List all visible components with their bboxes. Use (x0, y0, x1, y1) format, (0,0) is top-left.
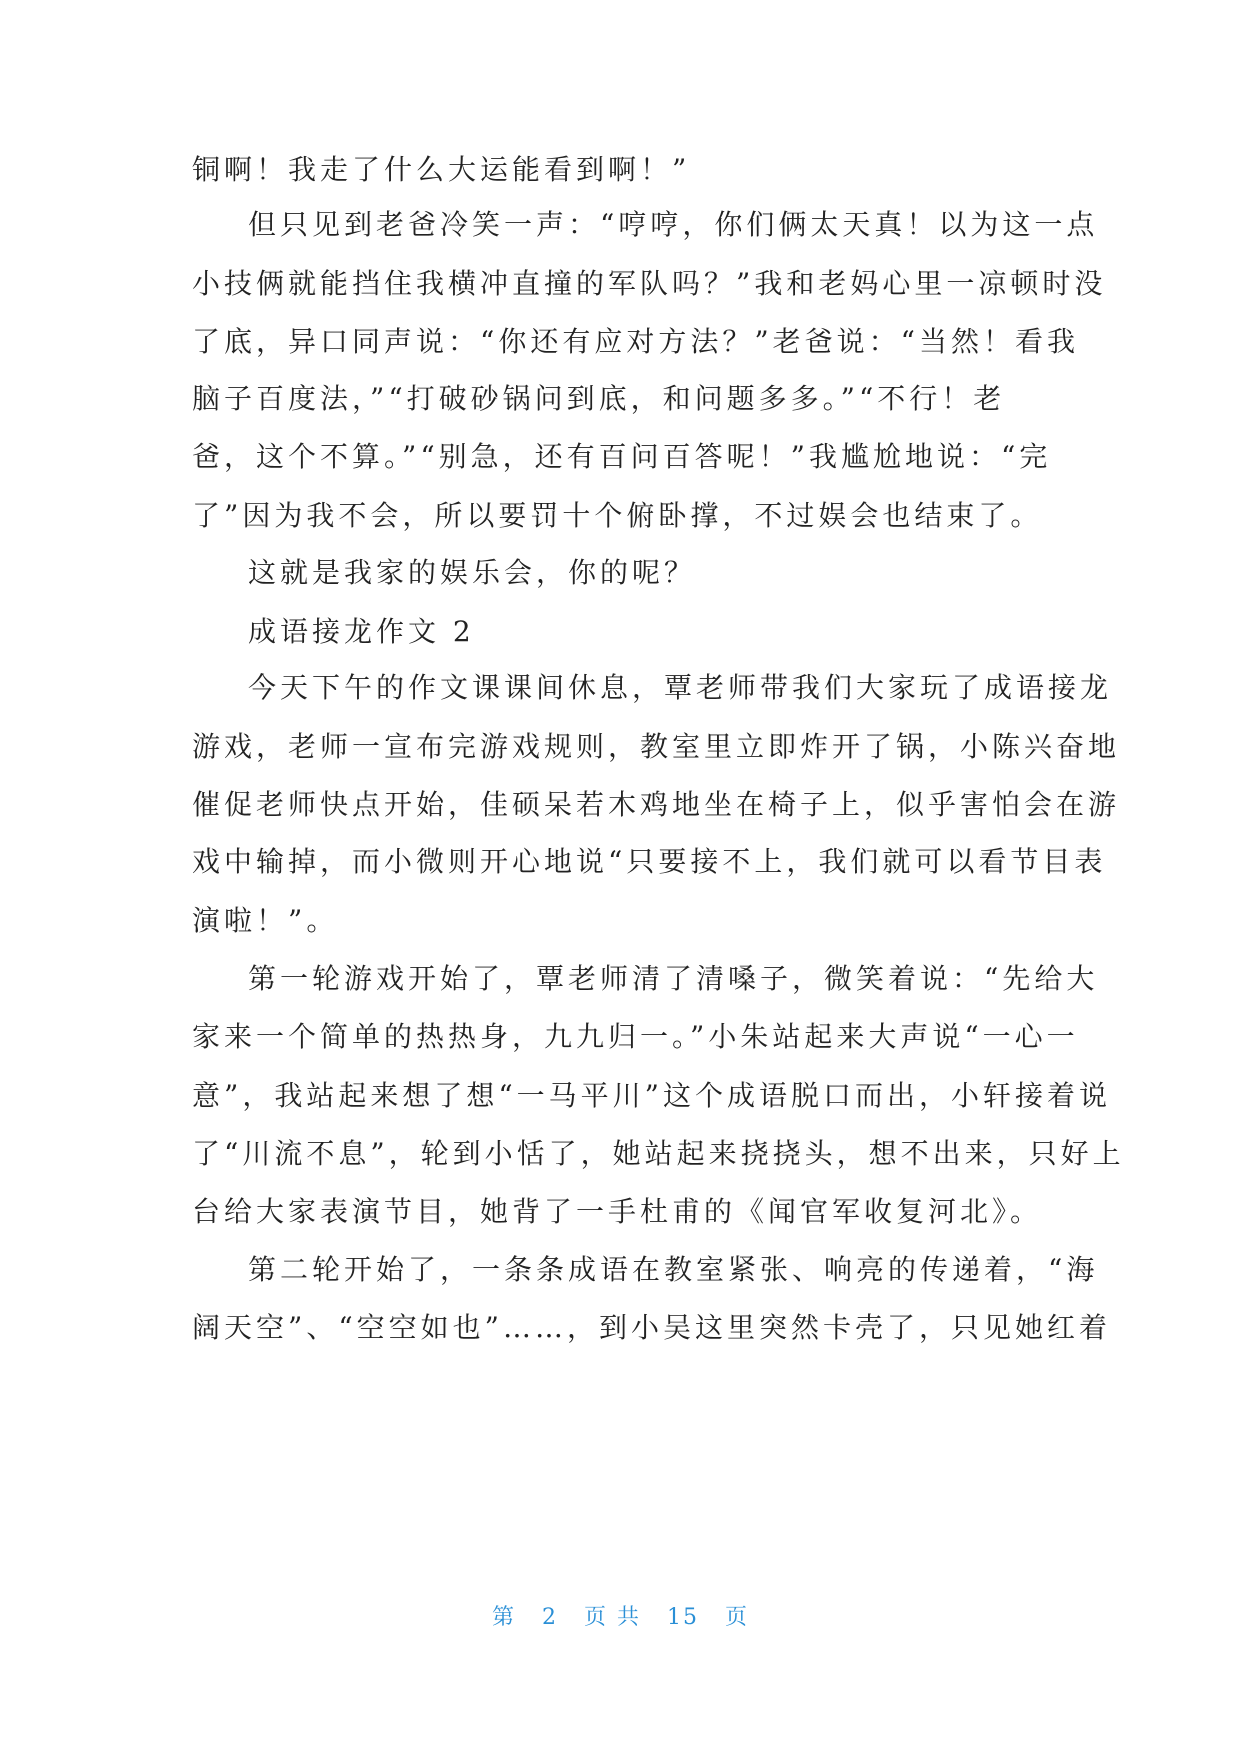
text-line-11: 游戏，老师一宣布完游戏规则，教室里立即炸开了锅，小陈兴奋地 (192, 730, 1121, 763)
text-line-4: 了底，异口同声说：“你还有应对方法？”老爸说：“当然！看我 (192, 325, 1079, 358)
text-line-2: 但只见到老爸冷笑一声：“哼哼，你们俩太天真！以为这一点 (248, 208, 1099, 241)
text-line-15: 第一轮游戏开始了，覃老师清了清嗓子，微笑着说：“先给大 (248, 962, 1099, 995)
footer-suffix: 页 (725, 1605, 750, 1630)
text-line-1: 铜啊！我走了什么大运能看到啊！” (192, 153, 691, 186)
text-line-6: 爸，这个不算。”“别急，还有百问百答呢！”我尴尬地说：“完 (192, 440, 1052, 473)
section-heading: 成语接龙作文 2 (248, 615, 475, 648)
footer-page-number: 2 (542, 1605, 558, 1630)
text-line-18: 了“川流不息”，轮到小恬了，她站起来挠挠头，想不出来，只好上 (192, 1137, 1125, 1170)
footer-middle: 页 共 (584, 1605, 641, 1630)
text-line-7: 了”因为我不会，所以要罚十个俯卧撑，不过娱会也结束了。 (192, 499, 1043, 532)
page-footer (0, 1600, 1241, 1631)
text-line-16: 家来一个简单的热热身，九九归一。”小朱站起来大声说“一心一 (192, 1020, 1079, 1053)
text-line-5: 脑子百度法，”“打破砂锅问到底，和问题多多。”“不行！老 (192, 382, 1006, 415)
text-line-21: 阔天空”、“空空如也”……，到小吴这里突然卡壳了，只见她红着 (192, 1311, 1111, 1344)
text-line-14: 演啦！”。 (192, 904, 339, 937)
text-line-17: 意”，我站起来想了想“一马平川”这个成语脱口而出，小轩接着说 (192, 1079, 1111, 1112)
text-line-13: 戏中输掉，而小微则开心地说“只要接不上，我们就可以看节目表 (192, 845, 1107, 878)
footer-prefix: 第 (491, 1605, 516, 1630)
text-line-19: 台给大家表演节目，她背了一手杜甫的《闻官军收复河北》。 (192, 1195, 1043, 1228)
footer-total-pages: 15 (667, 1605, 699, 1630)
text-line-12: 催促老师快点开始，佳硕呆若木鸡地坐在椅子上，似乎害怕会在游 (192, 788, 1121, 821)
text-line-8: 这就是我家的娱乐会，你的呢？ (248, 556, 697, 589)
text-line-20: 第二轮开始了，一条条成语在教室紧张、响亮的传递着，“海 (248, 1253, 1099, 1286)
text-line-3: 小技俩就能挡住我横冲直撞的军队吗？”我和老妈心里一凉顿时没 (192, 267, 1107, 300)
text-line-10: 今天下午的作文课课间休息，覃老师带我们大家玩了成语接龙 (248, 671, 1113, 704)
